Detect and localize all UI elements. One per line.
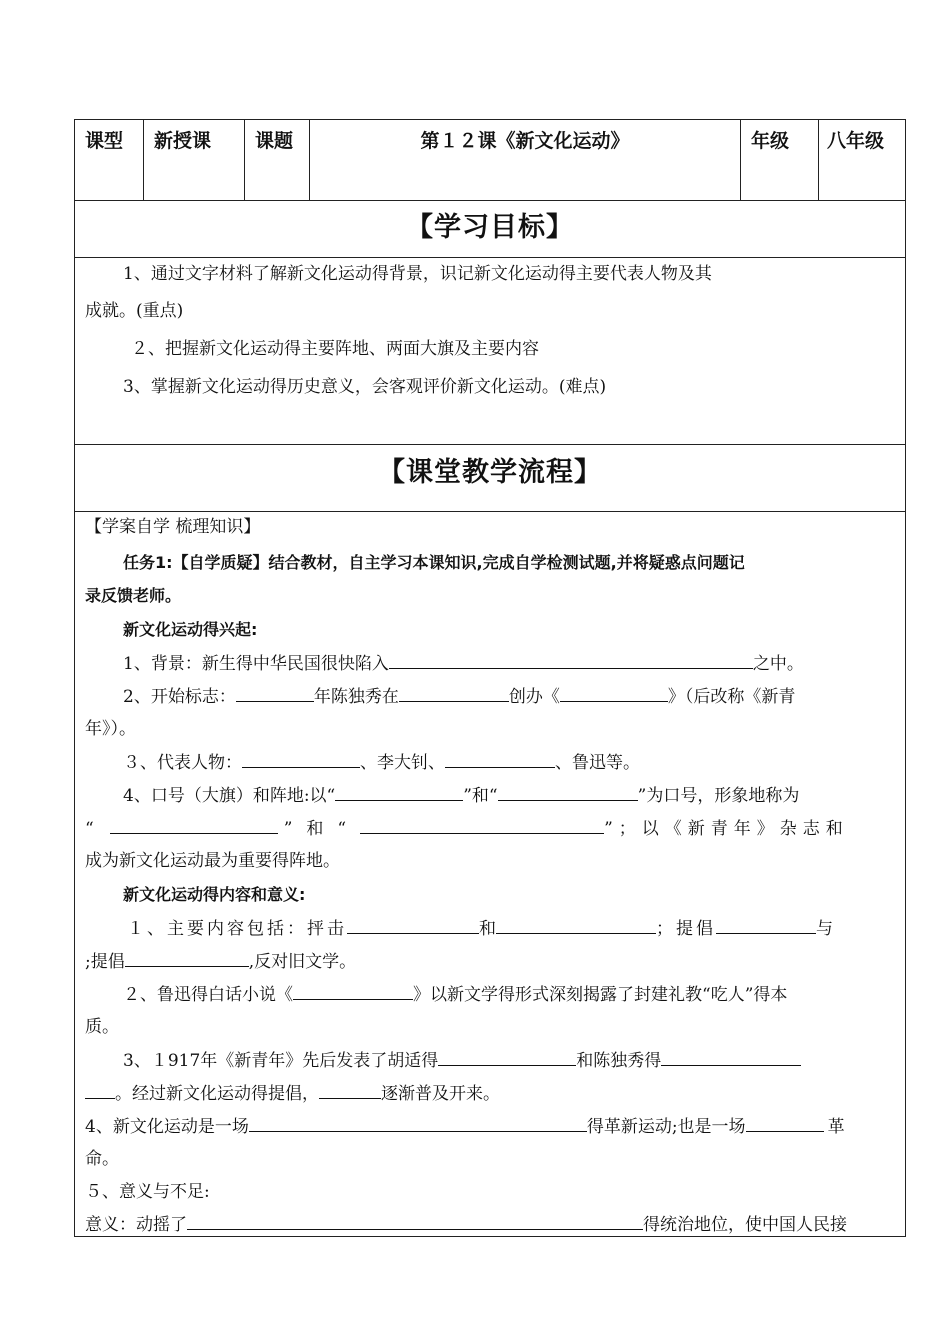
- question-1917: [85, 1049, 895, 1072]
- topic-label: 课题: [245, 120, 310, 200]
- question-slogans-cont: [85, 817, 895, 840]
- q1-text-end: 之中。: [752, 654, 804, 674]
- task1-line-2: 录反馈老师。: [85, 586, 182, 605]
- c1-text-2: 和: [479, 919, 496, 939]
- question-representatives: [85, 751, 895, 774]
- question-significance: [85, 1213, 895, 1236]
- question-nature-cont: 命。: [85, 1149, 119, 1169]
- q4-text-4: “: [85, 819, 94, 839]
- objective-item: ２、把握新文化运动得主要阵地、两面大旗及主要内容: [131, 339, 539, 359]
- c3-text-3: 。经过新文化运动得提倡，: [115, 1084, 319, 1104]
- q2-text-2: 年陈独秀在: [313, 687, 399, 707]
- task1-line-1: 任务1:【自学质疑】结合教材，自主学习本课知识,完成自学检测试题,并将疑惑点问题记: [123, 553, 745, 572]
- answer-blank[interactable]: [399, 685, 509, 702]
- answer-blank[interactable]: [445, 751, 555, 768]
- c4-text-2: 得革新运动;也是一场: [586, 1117, 746, 1137]
- section-label: 【学案自学 梳理知识】: [85, 517, 261, 537]
- answer-blank[interactable]: [85, 1082, 115, 1099]
- answer-blank[interactable]: [249, 1115, 587, 1132]
- c1-text-4: 与: [816, 919, 833, 939]
- c1-text-5: ;提倡: [85, 952, 125, 972]
- answer-blank[interactable]: [716, 917, 816, 934]
- answer-blank[interactable]: [335, 784, 463, 801]
- c4-text-3: 革: [827, 1117, 845, 1137]
- rise-heading: 新文化运动得兴起:: [123, 620, 258, 639]
- question-luxun-cont: 质。: [85, 1017, 119, 1037]
- answer-blank[interactable]: [661, 1049, 801, 1066]
- answer-blank[interactable]: [496, 917, 656, 934]
- answer-blank[interactable]: [347, 917, 479, 934]
- q4-text-6: ”；以《新青年》杂志和: [604, 819, 849, 839]
- header-table-row: [74, 119, 906, 201]
- topic-value: 第１２课《新文化运动》: [310, 120, 741, 200]
- objective-item: 3、掌握新文化运动得历史意义，会客观评价新文化运动。(难点): [123, 377, 607, 397]
- answer-blank[interactable]: [360, 817, 604, 834]
- question-main-content: [85, 917, 895, 940]
- question-slogans: [85, 784, 895, 807]
- objectives-title-band: [74, 201, 906, 258]
- c2-text-2: 》以新文学得形式深刻揭露了封建礼教“吃人”得本: [413, 985, 788, 1005]
- c1-text: １、主要内容包括：抨击: [127, 919, 347, 939]
- q1-text: 1、背景：新生得中华民国很快陷入: [123, 654, 389, 674]
- question-start-mark-cont: 年》）。: [85, 719, 136, 739]
- c3-text-2: 和陈独秀得: [576, 1051, 662, 1071]
- q3-text: ３、代表人物：: [123, 753, 242, 773]
- objective-item: 1、通过文字材料了解新文化运动得背景，识记新文化运动得主要代表人物及其: [123, 264, 712, 284]
- answer-blank[interactable]: [293, 983, 413, 1000]
- c3-text-4: 逐渐普及开来。: [381, 1084, 500, 1104]
- lesson-type-label: 课型: [75, 120, 144, 200]
- q2-text-4: 》（后改称《新青: [667, 687, 796, 707]
- answer-blank[interactable]: [560, 685, 668, 702]
- question-slogans-end: 成为新文化运动最为重要得阵地。: [85, 851, 340, 871]
- significance-heading: ５、意义与不足:: [85, 1182, 210, 1202]
- c6-text-2: 得统治地位，使中国人民接: [643, 1215, 847, 1235]
- process-title: 【课堂教学流程】: [378, 457, 602, 488]
- question-background: [85, 652, 895, 675]
- objectives-content: [74, 258, 906, 445]
- q2-text-3: 创办《: [508, 687, 560, 707]
- answer-blank[interactable]: [389, 652, 753, 669]
- q4-text-2: ”和“: [463, 786, 498, 806]
- c2-text: ２、鲁迅得白话小说《: [123, 985, 293, 1005]
- objectives-title: 【学习目标】: [406, 212, 574, 243]
- q2-text: 2、开始标志：: [123, 687, 236, 707]
- question-main-content-cont: [85, 950, 895, 973]
- process-content: [74, 512, 906, 1237]
- answer-blank[interactable]: [110, 817, 278, 834]
- question-luxun: [85, 983, 895, 1006]
- c1-text-3: ；提倡: [656, 919, 716, 939]
- question-start-mark: [85, 685, 895, 708]
- answer-blank[interactable]: [236, 685, 314, 702]
- answer-blank[interactable]: [242, 751, 360, 768]
- grade-label: 年级: [741, 120, 819, 200]
- content-heading: 新文化运动得内容和意义:: [123, 885, 306, 904]
- answer-blank[interactable]: [187, 1213, 643, 1230]
- q4-text-3: ”为口号，形象地称为: [637, 786, 800, 806]
- q4-text: 4、口号（大旗）和阵地:以“: [123, 786, 336, 806]
- q3-text-2: 、李大钊、: [360, 753, 445, 773]
- answer-blank[interactable]: [498, 784, 638, 801]
- objective-item: 成就。(重点): [85, 301, 184, 321]
- q3-text-3: 、鲁迅等。: [555, 753, 640, 773]
- c4-text: 4、新文化运动是一场: [85, 1117, 249, 1137]
- process-title-band: [74, 445, 906, 512]
- question-1917-cont: [85, 1082, 895, 1105]
- answer-blank[interactable]: [125, 950, 249, 967]
- lesson-type-value: 新授课: [144, 120, 245, 200]
- answer-blank[interactable]: [438, 1049, 576, 1066]
- answer-blank[interactable]: [746, 1115, 824, 1132]
- answer-blank[interactable]: [319, 1082, 381, 1099]
- c1-text-6: ,反对旧文学。: [248, 952, 357, 972]
- c6-text: 意义：动摇了: [85, 1215, 187, 1235]
- grade-value: 八年级: [827, 130, 885, 152]
- q4-text-5: ”和“: [283, 819, 361, 839]
- c3-text: 3、１917年《新青年》先后发表了胡适得: [123, 1051, 439, 1071]
- question-nature: [85, 1115, 895, 1138]
